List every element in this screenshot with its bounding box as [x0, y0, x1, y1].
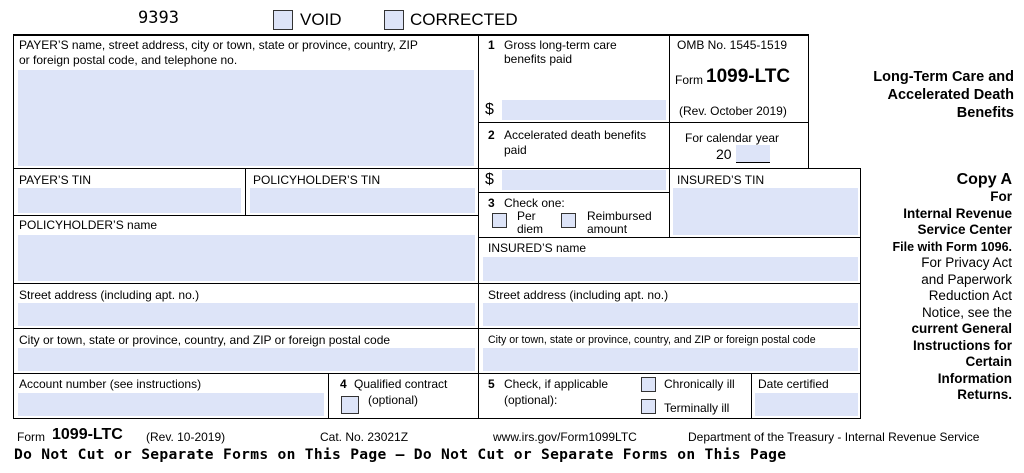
footer-form-prefix: Form	[17, 430, 45, 444]
box2-label-2: paid	[504, 143, 527, 157]
payer-city-field[interactable]	[18, 348, 475, 371]
payer-city-label: City or town, state or province, country, and ZIP or foreign postal code	[19, 333, 391, 347]
reimbursed-amount-checkbox[interactable]	[561, 213, 576, 228]
per-diem-label: Per	[517, 209, 536, 223]
corrected-checkbox[interactable]	[384, 10, 404, 30]
insured-city-field[interactable]	[483, 348, 858, 371]
copy-a-line1: For	[990, 189, 1012, 204]
box1-field[interactable]	[502, 100, 666, 120]
payer-tin-label: PAYER’S TIN	[19, 173, 92, 187]
chronically-ill-label: Chronically ill	[664, 377, 735, 391]
footer-dept: Department of the Treasury - Internal Revenue Service	[688, 430, 980, 444]
insured-street-label: Street address (including apt. no.)	[488, 288, 669, 302]
copy-a-line10: Instructions for	[912, 337, 1012, 353]
form-title-line3: Benefits	[956, 105, 1014, 121]
omb-form-name: 1099-LTC	[706, 66, 791, 87]
box1-dollar: $	[485, 101, 494, 118]
omb-number: OMB No. 1545-1519	[677, 38, 788, 52]
corrected-label: CORRECTED	[410, 10, 518, 29]
footer-rev: (Rev. 10-2019)	[146, 430, 226, 444]
copy-a-line3: Service Center	[917, 222, 1012, 237]
per-diem-checkbox[interactable]	[492, 213, 507, 228]
reimbursed-label: Reimbursed	[587, 209, 652, 223]
form-title	[873, 68, 1014, 122]
year-prefix: 20	[716, 146, 732, 162]
insured-street-field[interactable]	[483, 303, 858, 326]
box4-label: Qualified contract	[354, 377, 448, 391]
omb-rev: (Rev. October 2019)	[679, 104, 787, 118]
box2-dollar: $	[485, 171, 494, 188]
insured-name-field[interactable]	[483, 257, 858, 281]
policyholder-name-field[interactable]	[18, 235, 475, 281]
copy-a-line13: Returns.	[957, 387, 1012, 402]
account-number-field[interactable]	[18, 393, 324, 416]
void-checkbox[interactable]	[273, 10, 293, 30]
insured-tin-field[interactable]	[673, 188, 858, 235]
copy-a-line6: and Paperwork	[921, 271, 1012, 287]
payer-name-field[interactable]	[18, 70, 474, 166]
box3-number: 3	[488, 196, 495, 210]
box2-number: 2	[488, 128, 495, 142]
footer-url: www.irs.gov/Form1099LTC	[493, 430, 637, 444]
omb-form-prefix: Form	[675, 73, 703, 87]
payer-name-label: PAYER’S name, street address, city or town, state or province, country, ZIP	[19, 38, 418, 52]
account-number-label: Account number (see instructions)	[19, 377, 202, 391]
box5-label-2: (optional):	[504, 393, 558, 407]
copy-a-line4: File with Form 1096.	[892, 239, 1012, 254]
calendar-year-label: For calendar year	[685, 131, 780, 145]
box1-number: 1	[488, 38, 495, 52]
insured-tin-label: INSURED’S TIN	[677, 173, 765, 187]
box2-field[interactable]	[502, 170, 666, 190]
box2-label: Accelerated death benefits	[504, 128, 647, 142]
copy-a-line11: Certain	[965, 354, 1012, 369]
footer-warning: Do Not Cut or Separate Forms on This Page — Do Not Cut or Separate Forms on This Page	[14, 446, 787, 463]
box5-number: 5	[488, 377, 495, 391]
insured-city-label: City or town, state or province, country, and ZIP or foreign postal code	[488, 334, 816, 346]
policyholder-tin-field[interactable]	[250, 188, 475, 213]
year-field[interactable]	[736, 145, 770, 163]
date-certified-label: Date certified	[758, 377, 829, 391]
form-code: 9393	[138, 8, 179, 28]
qualified-contract-checkbox[interactable]	[341, 396, 359, 414]
box3-label: Check one:	[504, 196, 565, 210]
terminally-ill-checkbox[interactable]	[641, 399, 656, 414]
chronically-ill-checkbox[interactable]	[641, 377, 656, 392]
copy-a-block	[862, 170, 1012, 404]
box5-label: Check, if applicable	[504, 377, 609, 391]
footer-cat: Cat. No. 23021Z	[320, 430, 409, 444]
payer-street-field[interactable]	[18, 303, 475, 326]
copy-a-line12: Information	[937, 370, 1012, 386]
footer-form-name: 1099-LTC	[52, 426, 123, 443]
copy-a-line7: Reduction Act	[928, 288, 1012, 303]
reimbursed-label-2: amount	[587, 222, 628, 236]
copy-a-line5: For Privacy Act	[921, 255, 1012, 270]
box1-label: Gross long-term care	[504, 38, 617, 52]
payer-tin-field[interactable]	[18, 188, 241, 213]
form-title-line2: Accelerated Death	[887, 87, 1014, 103]
copy-a-line8: Notice, see the	[921, 304, 1012, 320]
policyholder-name-label: POLICYHOLDER’S name	[19, 218, 158, 232]
payer-name-label-2: or foreign postal code, and telephone no.	[19, 53, 238, 67]
copy-a-line9: current General	[911, 321, 1012, 336]
box4-label-2: (optional)	[368, 393, 419, 407]
date-certified-field[interactable]	[755, 393, 858, 416]
box1-label-2: benefits paid	[504, 52, 573, 66]
per-diem-label-2: diem	[517, 222, 544, 236]
payer-street-label: Street address (including apt. no.)	[19, 288, 200, 302]
copy-a-heading: Copy A	[956, 171, 1012, 188]
form-title-line1: Long-Term Care and	[873, 69, 1014, 85]
box4-number: 4	[340, 377, 347, 391]
insured-name-label: INSURED’S name	[488, 241, 587, 255]
terminally-ill-label: Terminally ill	[664, 401, 730, 415]
copy-a-line2: Internal Revenue	[903, 205, 1012, 221]
policyholder-tin-label: POLICYHOLDER’S TIN	[253, 173, 381, 187]
void-label: VOID	[300, 10, 342, 29]
